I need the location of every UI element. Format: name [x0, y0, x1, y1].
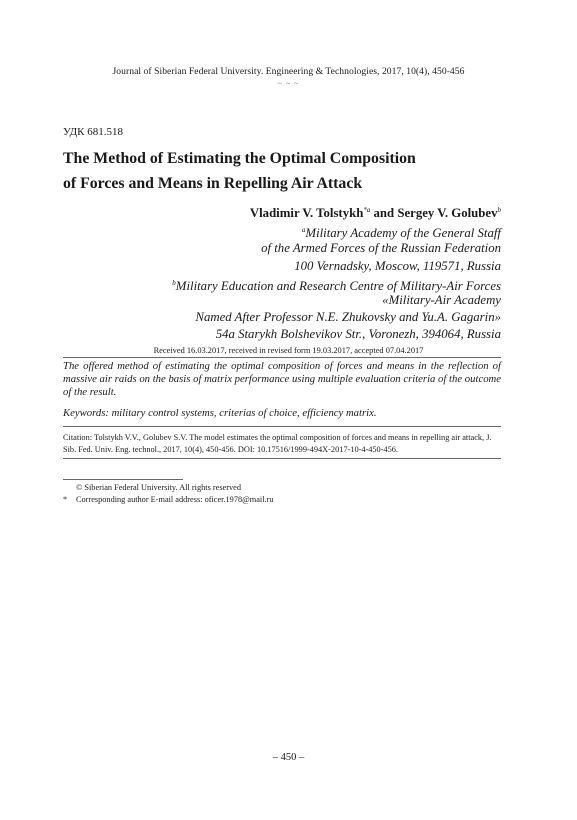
udc-code: УДК 681.518 — [63, 126, 124, 138]
affiliation-text: Military Education and Research Centre of Military-Air Forces — [175, 279, 501, 293]
affiliation-text: «Military-Air Academy — [382, 293, 501, 307]
affiliation-text: Named After Professor N.E. Zhukovsky and Yu.A. Gagarin» — [195, 310, 501, 324]
affiliation-text: 100 Vernadsky, Moscow, 119571, Russia — [294, 259, 501, 273]
divider — [63, 357, 501, 358]
divider — [63, 426, 501, 427]
affiliation-superscript: b — [172, 279, 176, 287]
abstract: The offered method of estimating the optimal composition of forces and means in the reflection of massive air raids on the basis of matrix performance using multiple evaluation criteria of the outcome of the result. — [63, 360, 501, 399]
author-name: Sergey V. Golubev — [397, 206, 498, 220]
affiliation-superscript: a — [301, 226, 306, 234]
affiliation-text: of the Armed Forces of the Russian Federation — [261, 241, 501, 255]
footnote-email: Corresponding author E-mail address: oficer.1978@mail.ru — [76, 495, 274, 504]
received-dates: Received 16.03.2017, received in revised form 19.03.2017, accepted 07.04.2017 — [153, 346, 424, 355]
affiliation-text: 54a Starykh Bolshevikov Str., Voronezh, 394064, Russia — [215, 327, 501, 341]
author-superscript: *a — [363, 206, 371, 214]
divider — [63, 458, 501, 459]
keywords: Keywords: military control systems, criterias of choice, efficiency matrix. — [63, 407, 377, 419]
affiliation-line — [302, 222, 501, 242]
title-line: The Method of Estimating the Optimal Composition — [63, 150, 416, 167]
header-ornament: ~ ~ ~ — [277, 79, 300, 88]
page-number: – 450 – — [272, 752, 305, 763]
footnote-copyright: © Siberian Federal University. All rights reserved — [76, 483, 241, 492]
affiliation-line — [195, 309, 501, 326]
title-line: of Forces and Means in Repelling Air Attack — [63, 175, 363, 192]
affiliation-line — [382, 292, 501, 309]
author-name: Vladimir V. Tolstykh — [249, 206, 364, 220]
affiliation-line — [261, 240, 501, 257]
footnote-mark: * — [63, 495, 68, 504]
author-superscript: b — [497, 206, 501, 214]
citation: Citation: Tolstykh V.V., Golubev S.V. The model estimates the optimal composition of forces and means in repelling air attack, J. Sib. Fed. Univ. Eng. technol., 2017, 10(4), 450-456. DOI: 10.17516/1999-494X-2017-10-4-450-456. — [63, 433, 492, 454]
footnote-rule — [63, 479, 183, 480]
affiliation-line — [294, 258, 501, 275]
affiliation-text: Military Academy of the General Staff — [305, 226, 501, 240]
article-title — [63, 146, 523, 196]
author-connector: and — [370, 206, 398, 220]
author-line — [250, 206, 501, 221]
journal-header: Journal of Siberian Federal University. Engineering & Technologies, 2017, 10(4), 450-456 — [112, 66, 465, 77]
affiliation-line — [216, 326, 501, 343]
